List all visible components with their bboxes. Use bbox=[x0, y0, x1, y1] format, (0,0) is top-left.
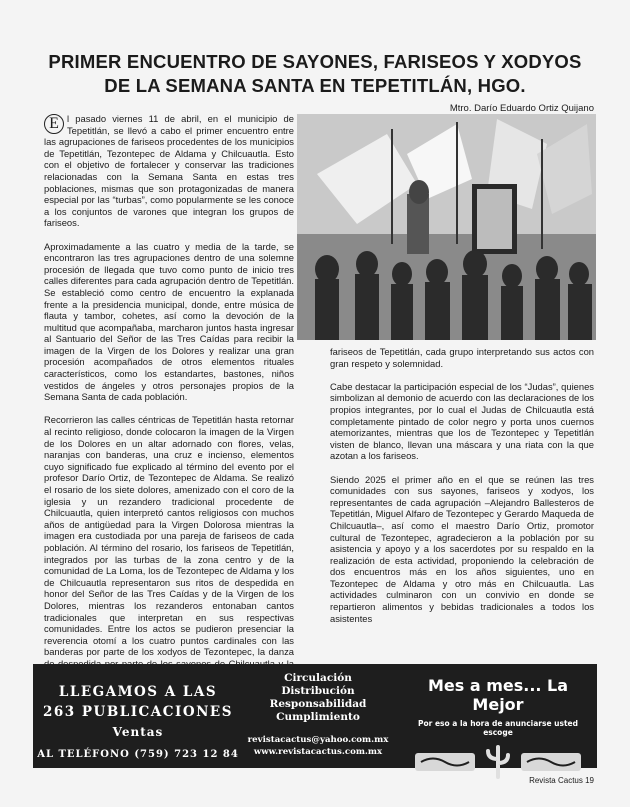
ad-right-block bbox=[403, 676, 593, 779]
ad-middle-block bbox=[245, 672, 391, 758]
ad-value-item: Cumplimiento bbox=[276, 711, 360, 723]
paragraph: E l pasado viernes 11 de abril, en el municipio de Tepetitlán, se llevó a cabo el primer encuentro entre las agrupaciones de fariseos procedentes de los municipios de Tepetitlán, Tezontepec de Aldama y Chilcuautla. Esto con el objetivo de fortalecer y conservar las tradiciones relacionadas con la Semana Santa en estas tres poblaciones, mismas que son protagonizadas de manera especial por las “turbas”, como popularmente se les conoce a los conjuntos de varones que integran los grupos de fariseos. bbox=[44, 113, 294, 229]
ad-value-item: Responsabilidad bbox=[269, 698, 367, 710]
article-column-2 bbox=[330, 346, 594, 636]
ad-headline: LLEGAMOS A LAS bbox=[58, 684, 218, 700]
ad-values-list bbox=[245, 672, 391, 724]
ad-value-item: Distribución bbox=[281, 685, 355, 697]
page-footer: Revista Cactus 19 bbox=[529, 776, 594, 785]
paragraph: Recorrieron las calles céntricas de Tepetitlán hasta retornar al recinto religioso, donde colocaron la imagen de la Virgen de los Dolores en un altar adornado con flores, velas, naranjas con banderas, una cruz e incienso, elementos cuyo significado fue explicado al término del evento por el profesor Darío Ortiz, de Tezontepec de Aldama. Se realizó el rosario de los siete dolores, amenizado con el coro de la iglesia y un rezandero tradicional procedente de Chilcuautla, quien interpretó cantos religiosos con muchos años de antigüedad para la Virgen Dolorosa mientras la imagen era custodiada por una pareja de fariseos de cada población. Al término del rosario, los fariseos de Tepetitlán, integrados por las turbas de la zona centro y de la comunidad de La Loma, los de Tezontepec de Aldama y los de Chilcuautla representaron sus ritos de despedida en honor del Señor de las Tres Caídas y de la Virgen de los Dolores, mientras los rezanderos entonaban cantos tradicionales que interpretan en sus respectivas comunidades. Entre los actos se pudieron presenciar la reverencia otomí a los cuatro puntos cardinales con las banderas por parte de los xodyos de Tezontepec, la danza bbox=[44, 414, 294, 658]
procession-photo bbox=[297, 114, 596, 340]
cactus-logo-icon bbox=[413, 745, 583, 779]
ad-left-block bbox=[33, 682, 243, 760]
author-byline: Mtro. Darío Eduardo Ortiz Quijano bbox=[449, 103, 594, 114]
procession-illustration bbox=[297, 114, 596, 340]
paragraph: fariseos de Tepetitlán, cada grupo interpretando sus actos con gran respeto y solemnidad. bbox=[330, 346, 594, 369]
ad-tagline: Por eso a la hora de anunciarse usted escoge bbox=[418, 719, 578, 737]
ad-value-item: Circulación bbox=[284, 672, 352, 684]
ad-sales-label: Ventas bbox=[112, 725, 164, 739]
paragraph: Siendo 2025 el primer año en el que se reúnen las tres comunidades con sus sayones, fariseos y xodyos, los representantes de cada agrupación –Alejandro Ballesteros de Tepetitlán, Miguel Alfaro de Tezontepec y Gerardo Maqueda de Chilcuautla–, así como el maestro Darío Ortiz, promotor cultural de Tezontepec, agradecieron a la población por su asistencia y apoyo y a los sacerdotes por su respaldo en la realización de esta actividad, proponiendo la celebración de dos encuentros más en los años siguientes, uno en Tezontepec de Aldama y otro más en Chilcuautla. Las actividades culminaron con un convivio en donde se repartieron alimentos y bebidas tradicionales a todos los asistentes bbox=[330, 473, 594, 624]
ad-slogan: Mes a mes... La Mejor bbox=[427, 676, 569, 714]
ad-email-link[interactable]: revistacactus@yahoo.com.mx bbox=[247, 735, 389, 745]
ad-website-link[interactable]: www.revistacactus.com.mx bbox=[253, 746, 383, 757]
ad-contact bbox=[245, 735, 391, 758]
drop-cap: E bbox=[44, 114, 64, 134]
title-line-2: DE LA SEMANA SANTA EN TEPETITLÁN, HGO. bbox=[104, 75, 526, 96]
ad-publications-count: 263 PUBLICACIONES bbox=[43, 704, 233, 720]
ad-phone: AL TELÉFONO (759) 723 12 84 bbox=[37, 749, 239, 760]
paragraph: Cabe destacar la participación especial de los “Judas”, quienes simbolizan al demonio de acuerdo con las declaraciones de los propios integrantes, por lo cual el Judas de Chilcuautla está completamente pintado de color negro y porta unos cuernos atemorizantes, mientras que los de Tezontepec y Tepetitlán visten de blanco, llevan una máscara y una riata con la que azotan a los fariseos. bbox=[330, 380, 594, 462]
paragraph: Aproximadamente a las cuatro y media de la tarde, se encontraron las tres agrupaciones dentro de una solemne procesión de llegada que tuvo como punto de inicio tres calles diferentes para cada agrupación dentro de Tepetitlán. Se estableció como centro de encuentro la explanada frente a la presidencia municipal, donde, entre música de flauta y tambor, cohetes, así como la devoción de la multitud que acompañaba, marcharon juntos hasta ingresar al Santuario del Señor de las Tres Caídas para recibir la imagen de la Virgen de los Dolores y realizar una gran procesión acompañados de otros elementos rituales característicos, como los estandartes, bastones, niños vestidos de ángeles y otros personajes propios de la Semana Santa de cada población. bbox=[44, 240, 294, 403]
title-line-1: PRIMER ENCUENTRO DE SAYONES, FARISEOS Y XODYOS bbox=[48, 51, 582, 72]
advertisement-banner bbox=[33, 664, 597, 768]
article-title bbox=[20, 50, 610, 98]
article-column-1 bbox=[44, 113, 294, 704]
